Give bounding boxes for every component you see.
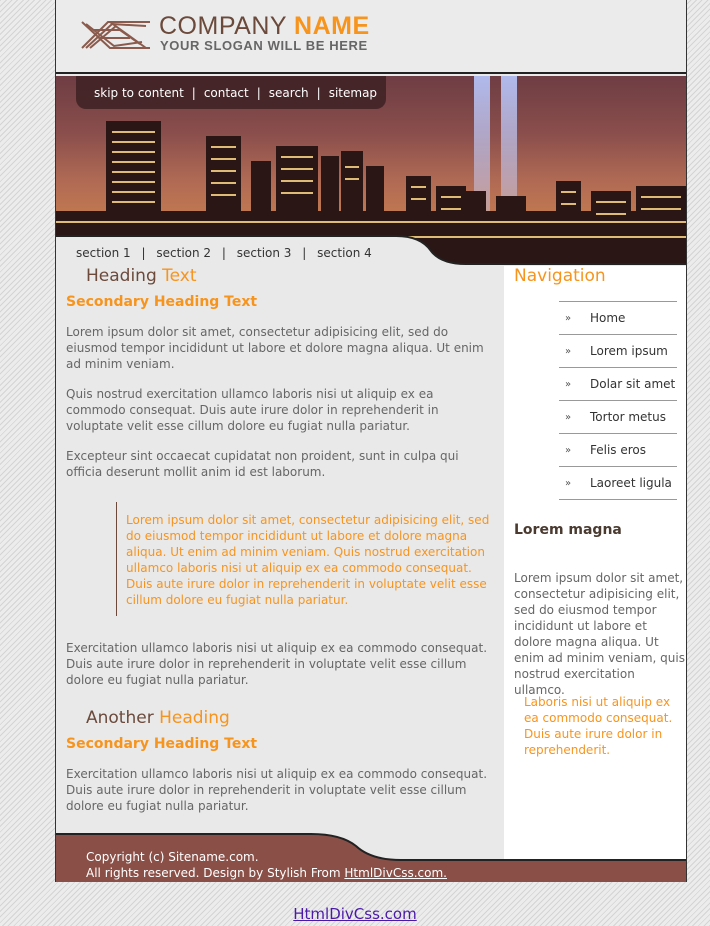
footer-credit-link[interactable]: HtmlDivCss.com. — [344, 866, 447, 880]
nav-skip-to-content[interactable]: skip to content — [94, 85, 184, 100]
sidebar-item-label: Lorem ipsum — [590, 344, 668, 358]
sidebar — [504, 266, 686, 860]
secondary-heading: Secondary Heading Text — [66, 294, 258, 310]
double-chevron-icon: » — [565, 345, 572, 357]
nav-separator: | — [191, 85, 196, 100]
section-link-4[interactable]: section 4 — [317, 246, 372, 260]
paragraph: Exercitation ullamco laboris nisi ut aliquip ex ea commodo consequat. Duis aute irure dolor in reprehenderit in voluptate velit esse cillum dolore eu fugiat nulla pariatur. — [66, 767, 488, 813]
sidebar-item-felis-eros[interactable] — [559, 434, 677, 467]
company-name-accent: NAME — [294, 12, 370, 40]
credits-prefix: All rights reserved. Design by Stylish From — [86, 866, 345, 880]
sidebar-text: Lorem ipsum dolor sit amet, consectetur adipisicing elit, sed do eiusmod tempor incididunt ut labore et dolore magna aliqua. Ut enim ad minim veniam, quis nostrud exercitation ullamco. — [514, 571, 685, 697]
nav-separator: | — [316, 85, 321, 100]
paragraph: Lorem ipsum dolor sit amet, consectetur adipisicing elit, sed do eiusmod tempor incididunt ut labore et dolore magna aliqua. Ut enim ad minim veniam. — [66, 325, 484, 371]
main-heading-accent: Text — [162, 266, 197, 286]
sidebar-item-label: Felis eros — [590, 443, 647, 457]
another-heading-accent: Heading — [159, 708, 230, 728]
blockquote: Lorem ipsum dolor sit amet, consectetur adipisicing elit, sed do eiusmod tempor incididunt ut labore et dolore magna aliqua. Ut enim ad minim veniam. Quis nostrud exercitation ullamco laboris nisi ut aliquip ex ea commodo consequat. Duis aute irure dolor in reprehenderit in voluptate velit esse cillum dolore eu fugiat nulla pariatur. — [116, 502, 501, 616]
sidebar-item-laoreet-ligula[interactable] — [559, 467, 677, 500]
sidebar-item-dolar-sit-amet[interactable] — [559, 368, 677, 401]
nav-sitemap[interactable]: sitemap — [328, 85, 378, 100]
nav-contact[interactable]: contact — [203, 85, 249, 100]
page-wrapper — [55, 0, 687, 882]
paragraph: Exercitation ullamco laboris nisi ut aliquip ex ea commodo consequat. Duis aute irure dolor in reprehenderit in voluptate velit esse cillum dolore eu fugiat nulla pariatur. — [66, 641, 488, 687]
sidebar-item-label: Laoreet ligula — [590, 476, 672, 490]
main-content — [66, 266, 496, 814]
footer — [56, 830, 686, 882]
another-heading — [66, 710, 496, 726]
header — [56, 0, 686, 74]
company-name-text: COMPANY — [159, 12, 295, 40]
navigation-title: Navigation — [514, 266, 606, 286]
main-heading — [66, 268, 496, 284]
double-chevron-icon: » — [565, 411, 572, 423]
section-separator: | — [302, 246, 307, 260]
paragraph: Excepteur sint occaecat cupidatat non proident, sunt in culpa qui officia deserunt mollit anim id est laborum. — [66, 449, 459, 479]
section-link-2[interactable]: section 2 — [156, 246, 212, 260]
sidebar-item-label: Home — [590, 311, 626, 325]
sidebar-item-tortor-metus[interactable] — [559, 401, 677, 434]
double-chevron-icon: » — [565, 444, 572, 456]
htmldivcss-link[interactable]: HtmlDivCss.com — [293, 905, 417, 923]
sidebar-quote: Laboris nisi ut aliquip ex ea commodo consequat. Duis aute irure dolor in reprehenderit. — [524, 695, 673, 757]
section-link-1[interactable]: section 1 — [76, 246, 131, 260]
another-heading-text: Another — [86, 708, 160, 728]
section-link-3[interactable]: section 3 — [236, 246, 292, 260]
nav-search[interactable]: search — [268, 85, 309, 100]
double-chevron-icon: » — [565, 312, 572, 324]
credits-text — [86, 865, 447, 881]
main-heading-text: Heading — [86, 266, 163, 286]
double-chevron-icon: » — [565, 378, 572, 390]
secondary-heading: Secondary Heading Text — [66, 736, 258, 752]
top-navigation — [76, 76, 386, 109]
sidebar-item-home[interactable] — [559, 302, 677, 335]
copyright-text: Copyright (c) Sitename.com. — [86, 850, 259, 864]
footer-text — [86, 849, 447, 881]
sidebar-nav-list — [559, 301, 677, 500]
sidebar-item-lorem-ipsum[interactable] — [559, 335, 677, 368]
double-chevron-icon: » — [565, 477, 572, 489]
sidebar-item-label: Tortor metus — [590, 410, 666, 424]
section-navigation — [76, 246, 372, 260]
logo-icon — [80, 18, 152, 50]
slogan: YOUR SLOGAN WILL BE HERE — [160, 38, 368, 53]
bottom-link-container — [0, 905, 710, 923]
sidebar-item-label: Dolar sit amet — [590, 377, 676, 391]
paragraph: Quis nostrud exercitation ullamco laboris nisi ut aliquip ex ea commodo consequat. Duis aute irure dolor in reprehenderit in voluptate velit esse cillum dolore eu fugiat nulla pariatur. — [66, 387, 439, 433]
sidebar-heading: Lorem magna — [514, 522, 622, 538]
section-separator: | — [141, 246, 146, 260]
nav-separator: | — [256, 85, 261, 100]
section-separator: | — [221, 246, 226, 260]
company-name — [159, 12, 370, 41]
